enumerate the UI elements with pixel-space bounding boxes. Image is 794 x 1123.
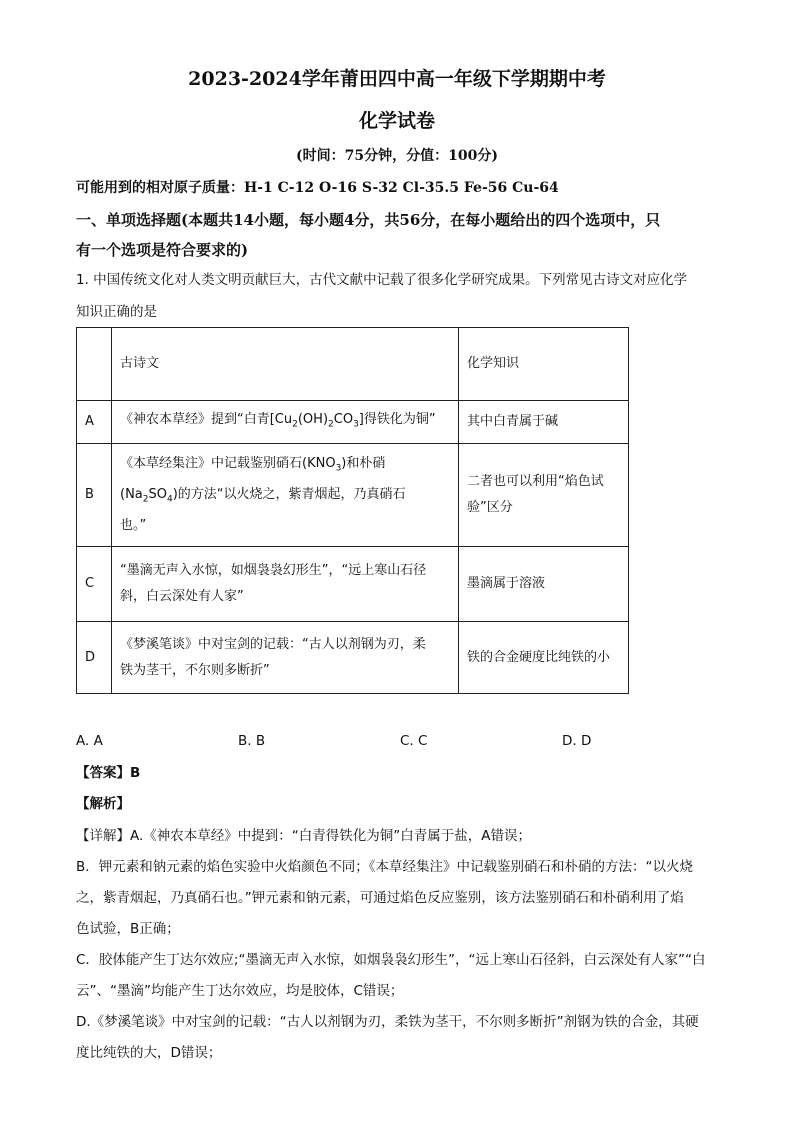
poem-cell: “墨滴无声入水惊，如烟袅袅幻形生”，“远上寒山石径 斜，白云深处有人家” [112, 547, 459, 622]
table-row [77, 401, 629, 444]
exam-subject: 化学试卷 [358, 110, 435, 132]
section-heading-line1: 一、单项选择题(本题共14小题，每小题4分，共56分，在每小题给出的四个选项中，只 [76, 211, 661, 229]
knowledge-cell: 墨滴属于溶液 [459, 547, 629, 622]
row-label: C [77, 547, 112, 622]
knowledge-cell: 其中白青属于碱 [459, 401, 629, 444]
question-table [76, 327, 629, 694]
analysis-line: 色试验，B正确； [76, 921, 180, 937]
row-label: B [77, 444, 112, 547]
section-heading-line2: 有一个选项是符合要求的) [76, 241, 249, 259]
analysis-line: 之，紫青烟起，乃真硝石也。”钾元素和钠元素，可通过焰色反应鉴别，该方法鉴别硝石和朴硝利用了焰 [76, 890, 684, 906]
row-label: A [77, 401, 112, 444]
option-c: C. C [400, 733, 428, 749]
option-b: B. B [238, 733, 266, 749]
table-row [77, 547, 629, 622]
analysis-line: 云”、“墨滴”均能产生丁达尔效应，均是胶体，C错误； [76, 983, 404, 999]
option-a: A. A [76, 733, 103, 749]
knowledge-cell: 二者也可以利用“焰色试 验”区分 [459, 444, 629, 547]
analysis-label: 【解析】 [76, 796, 130, 812]
poem-cell: 《本草经集注》中记载鉴别硝石$(KNO_3)$和朴硝 $(Na_2SO_4)$的方法“以火烧之，紫青烟起，乃真硝石 也。” [112, 444, 459, 547]
option-d: D. D [562, 733, 592, 749]
table-header-cell: 化学知识 [459, 328, 629, 401]
poem-cell: 《梦溪笔谈》中对宝剑的记载：“古人以剂钢为刃，柔 铁为茎干，不尔则多断折” [112, 622, 459, 694]
question-stem-line1: 1. 中国传统文化对人类文明贡献巨大，古代文献中记载了很多化学研究成果。下列常见古诗文对应化学 [76, 272, 688, 288]
analysis-line: C．胶体能产生丁达尔效应;“墨滴无声入水惊，如烟袅袅幻形生”，“远上寒山石径斜，白云深处有人家”“白 [76, 952, 706, 968]
table-row [77, 622, 629, 694]
table-header-cell: 古诗文 [112, 328, 459, 401]
poem-cell: 《神农本草经》提到“白青$[Cu_2(OH)_2CO_3]$得铁化为铜” [112, 401, 459, 444]
exam-time-score: (时间：75分钟，分值：100分) [296, 148, 498, 164]
analysis-line: 度比纯铁的大，D错误； [76, 1045, 222, 1061]
analysis-line: B．钾元素和钠元素的焰色实验中火焰颜色不同；《本草经集注》中记载鉴别硝石和朴硝的方法：“以火烧 [76, 859, 694, 875]
analysis-line: D.《梦溪笔谈》中对宝剑的记载：“古人以剂钢为刃，柔铁为茎干，不尔则多断折”剂钢为铁的合金，其硬 [76, 1014, 699, 1030]
table-header-row [77, 328, 629, 401]
analysis-line: 【详解】A.《神农本草经》中提到：“白青得铁化为铜”白青属于盐，A错误； [76, 828, 532, 844]
table-row [77, 444, 629, 547]
row-label: D [77, 622, 112, 694]
exam-title: 2023-2024学年莆田四中高一年级下学期期中考 [188, 68, 606, 90]
answer-label: 【答案】B [76, 765, 141, 781]
table-header-cell [77, 328, 112, 401]
knowledge-cell: 铁的合金硬度比纯铁的小 [459, 622, 629, 694]
question-stem-line2: 知识正确的是 [76, 304, 157, 320]
atomic-masses: 可能用到的相对原子质量：H-1 C-12 O-16 S-32 Cl-35.5 Fe-56 Cu-64 [76, 180, 559, 196]
